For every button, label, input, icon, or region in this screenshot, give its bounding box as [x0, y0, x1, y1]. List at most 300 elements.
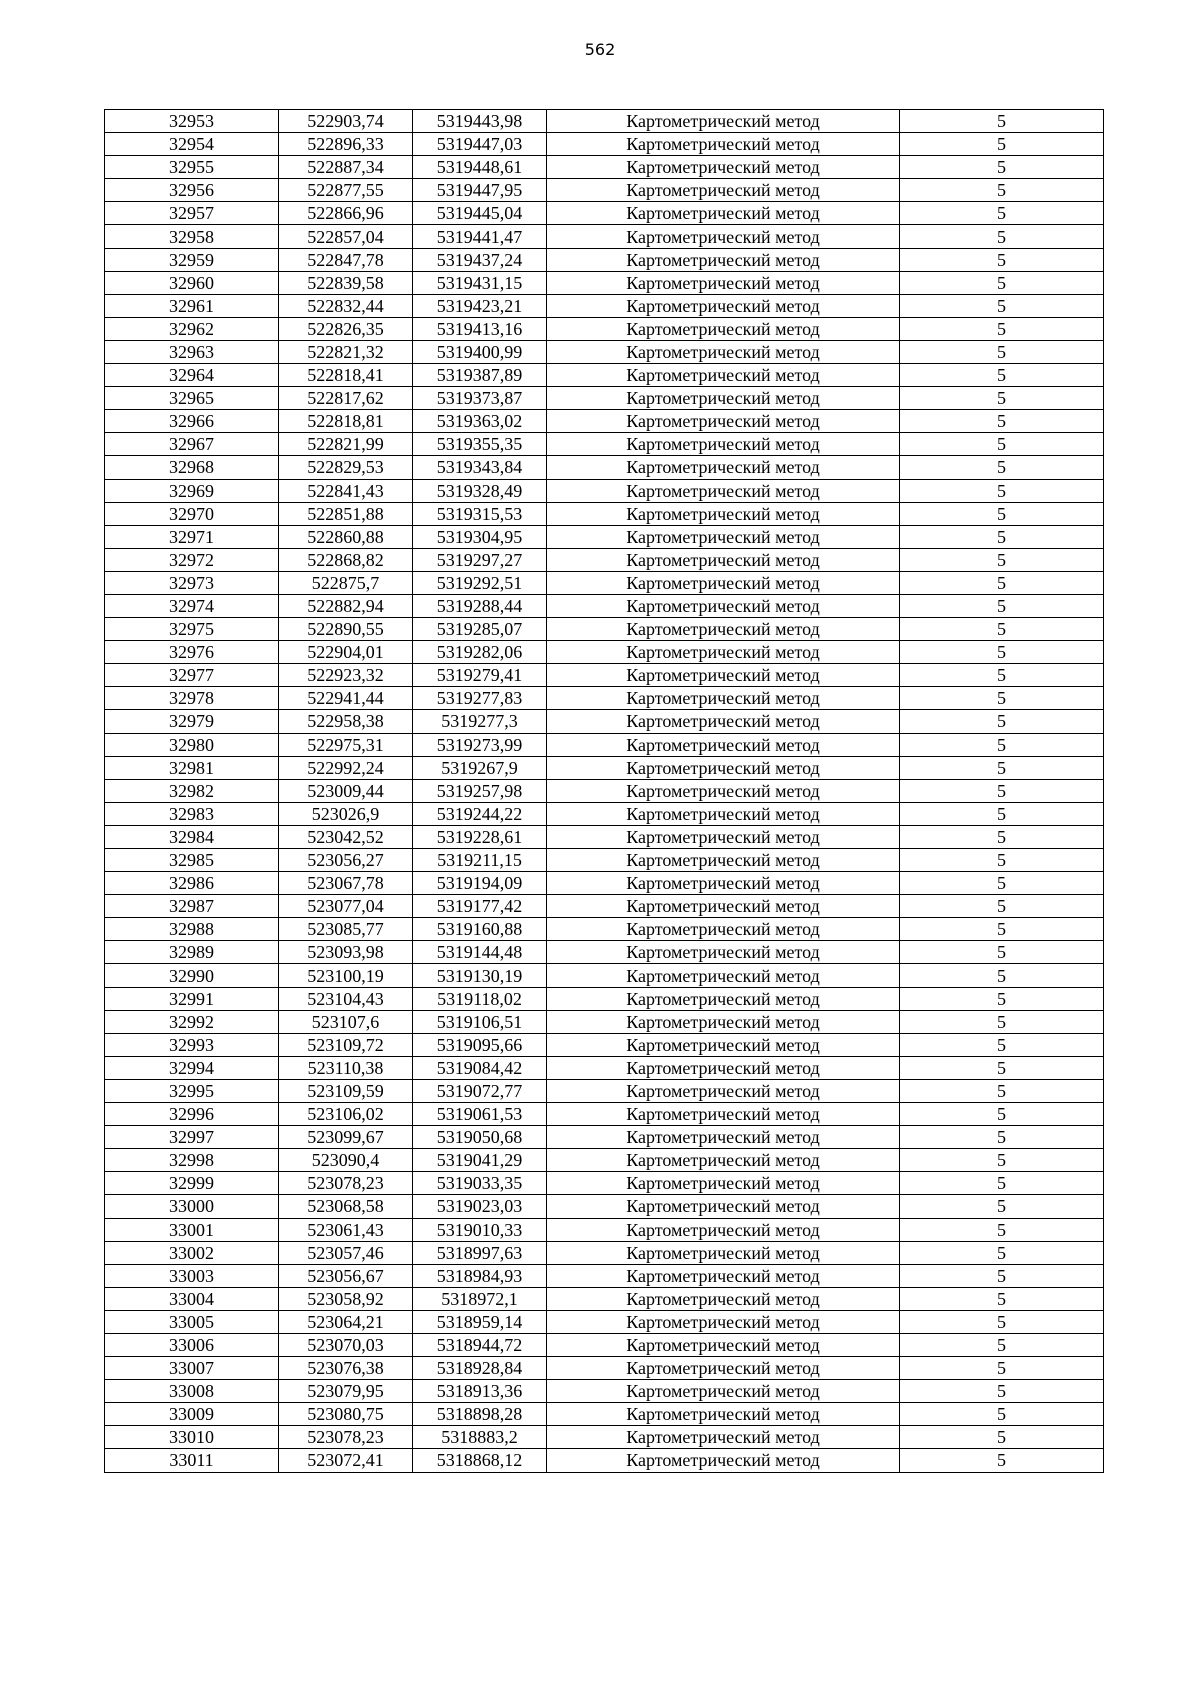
- y-coordinate-cell: 5319279,41: [413, 664, 547, 687]
- x-coordinate-cell: 522896,33: [279, 133, 413, 156]
- accuracy-cell: 5: [900, 710, 1104, 733]
- point-number-cell: 32959: [105, 248, 279, 271]
- method-cell: Картометрический метод: [547, 133, 900, 156]
- x-coordinate-cell: 523070,03: [279, 1333, 413, 1356]
- point-number-cell: 32976: [105, 641, 279, 664]
- point-number-cell: 32977: [105, 664, 279, 687]
- method-cell: Картометрический метод: [547, 779, 900, 802]
- x-coordinate-cell: 522868,82: [279, 548, 413, 571]
- table-row: [105, 1033, 1104, 1056]
- y-coordinate-cell: 5318972,1: [413, 1287, 547, 1310]
- x-coordinate-cell: 523109,59: [279, 1079, 413, 1102]
- method-cell: Картометрический метод: [547, 1172, 900, 1195]
- accuracy-cell: 5: [900, 410, 1104, 433]
- accuracy-cell: 5: [900, 641, 1104, 664]
- table-row: [105, 456, 1104, 479]
- y-coordinate-cell: 5319084,42: [413, 1056, 547, 1079]
- x-coordinate-cell: 522975,31: [279, 733, 413, 756]
- y-coordinate-cell: 5319355,35: [413, 433, 547, 456]
- y-coordinate-cell: 5319244,22: [413, 802, 547, 825]
- table-row: [105, 1218, 1104, 1241]
- table-row: [105, 1241, 1104, 1264]
- method-cell: Картометрический метод: [547, 1310, 900, 1333]
- y-coordinate-cell: 5319400,99: [413, 340, 547, 363]
- x-coordinate-cell: 523109,72: [279, 1033, 413, 1056]
- method-cell: Картометрический метод: [547, 110, 900, 133]
- point-number-cell: 32988: [105, 918, 279, 941]
- method-cell: Картометрический метод: [547, 1333, 900, 1356]
- y-coordinate-cell: 5318959,14: [413, 1310, 547, 1333]
- y-coordinate-cell: 5319277,83: [413, 687, 547, 710]
- table-row: [105, 1403, 1104, 1426]
- x-coordinate-cell: 523085,77: [279, 918, 413, 941]
- y-coordinate-cell: 5319328,49: [413, 479, 547, 502]
- x-coordinate-cell: 523057,46: [279, 1241, 413, 1264]
- accuracy-cell: 5: [900, 1010, 1104, 1033]
- coordinates-table: [104, 109, 1104, 1473]
- table-row: [105, 733, 1104, 756]
- accuracy-cell: 5: [900, 1056, 1104, 1079]
- point-number-cell: 32963: [105, 340, 279, 363]
- x-coordinate-cell: 523026,9: [279, 802, 413, 825]
- accuracy-cell: 5: [900, 1172, 1104, 1195]
- y-coordinate-cell: 5319228,61: [413, 825, 547, 848]
- method-cell: Картометрический метод: [547, 1264, 900, 1287]
- point-number-cell: 32991: [105, 987, 279, 1010]
- x-coordinate-cell: 522839,58: [279, 271, 413, 294]
- x-coordinate-cell: 523056,27: [279, 849, 413, 872]
- y-coordinate-cell: 5319041,29: [413, 1149, 547, 1172]
- x-coordinate-cell: 522875,7: [279, 571, 413, 594]
- point-number-cell: 32967: [105, 433, 279, 456]
- table-row: [105, 317, 1104, 340]
- x-coordinate-cell: 523061,43: [279, 1218, 413, 1241]
- y-coordinate-cell: 5319118,02: [413, 987, 547, 1010]
- table-row: [105, 872, 1104, 895]
- y-coordinate-cell: 5318928,84: [413, 1357, 547, 1380]
- method-cell: Картометрический метод: [547, 1126, 900, 1149]
- point-number-cell: 32989: [105, 941, 279, 964]
- accuracy-cell: 5: [900, 756, 1104, 779]
- method-cell: Картометрический метод: [547, 710, 900, 733]
- accuracy-cell: 5: [900, 1103, 1104, 1126]
- x-coordinate-cell: 523064,21: [279, 1310, 413, 1333]
- point-number-cell: 32999: [105, 1172, 279, 1195]
- y-coordinate-cell: 5319448,61: [413, 156, 547, 179]
- method-cell: Картометрический метод: [547, 1010, 900, 1033]
- method-cell: Картометрический метод: [547, 918, 900, 941]
- accuracy-cell: 5: [900, 387, 1104, 410]
- method-cell: Картометрический метод: [547, 849, 900, 872]
- method-cell: Картометрический метод: [547, 594, 900, 617]
- y-coordinate-cell: 5318913,36: [413, 1380, 547, 1403]
- y-coordinate-cell: 5319194,09: [413, 872, 547, 895]
- x-coordinate-cell: 523079,95: [279, 1380, 413, 1403]
- x-coordinate-cell: 523110,38: [279, 1056, 413, 1079]
- point-number-cell: 32966: [105, 410, 279, 433]
- point-number-cell: 33005: [105, 1310, 279, 1333]
- method-cell: Картометрический метод: [547, 271, 900, 294]
- x-coordinate-cell: 523076,38: [279, 1357, 413, 1380]
- method-cell: Картометрический метод: [547, 179, 900, 202]
- point-number-cell: 32957: [105, 202, 279, 225]
- table-row: [105, 433, 1104, 456]
- y-coordinate-cell: 5319447,95: [413, 179, 547, 202]
- y-coordinate-cell: 5319257,98: [413, 779, 547, 802]
- x-coordinate-cell: 523078,23: [279, 1172, 413, 1195]
- method-cell: Картометрический метод: [547, 1357, 900, 1380]
- table-row: [105, 1195, 1104, 1218]
- table-row: [105, 1149, 1104, 1172]
- accuracy-cell: 5: [900, 802, 1104, 825]
- x-coordinate-cell: 522887,34: [279, 156, 413, 179]
- x-coordinate-cell: 522877,55: [279, 179, 413, 202]
- table-row: [105, 618, 1104, 641]
- y-coordinate-cell: 5319447,03: [413, 133, 547, 156]
- accuracy-cell: 5: [900, 664, 1104, 687]
- table-row: [105, 1333, 1104, 1356]
- table-row: [105, 202, 1104, 225]
- table-row: [105, 410, 1104, 433]
- table-row: [105, 1056, 1104, 1079]
- point-number-cell: 32998: [105, 1149, 279, 1172]
- accuracy-cell: 5: [900, 156, 1104, 179]
- y-coordinate-cell: 5318997,63: [413, 1241, 547, 1264]
- point-number-cell: 32996: [105, 1103, 279, 1126]
- accuracy-cell: 5: [900, 1310, 1104, 1333]
- y-coordinate-cell: 5319033,35: [413, 1172, 547, 1195]
- point-number-cell: 32973: [105, 571, 279, 594]
- accuracy-cell: 5: [900, 502, 1104, 525]
- accuracy-cell: 5: [900, 1426, 1104, 1449]
- accuracy-cell: 5: [900, 364, 1104, 387]
- accuracy-cell: 5: [900, 1033, 1104, 1056]
- x-coordinate-cell: 522890,55: [279, 618, 413, 641]
- x-coordinate-cell: 523077,04: [279, 895, 413, 918]
- method-cell: Картометрический метод: [547, 294, 900, 317]
- accuracy-cell: 5: [900, 294, 1104, 317]
- x-coordinate-cell: 522829,53: [279, 456, 413, 479]
- table-row: [105, 1287, 1104, 1310]
- method-cell: Картометрический метод: [547, 456, 900, 479]
- accuracy-cell: 5: [900, 1449, 1104, 1472]
- x-coordinate-cell: 522958,38: [279, 710, 413, 733]
- table-row: [105, 1126, 1104, 1149]
- method-cell: Картометрический метод: [547, 548, 900, 571]
- x-coordinate-cell: 522923,32: [279, 664, 413, 687]
- method-cell: Картометрический метод: [547, 987, 900, 1010]
- x-coordinate-cell: 522851,88: [279, 502, 413, 525]
- x-coordinate-cell: 522992,24: [279, 756, 413, 779]
- accuracy-cell: 5: [900, 895, 1104, 918]
- accuracy-cell: 5: [900, 1380, 1104, 1403]
- y-coordinate-cell: 5319441,47: [413, 225, 547, 248]
- y-coordinate-cell: 5318984,93: [413, 1264, 547, 1287]
- x-coordinate-cell: 523107,6: [279, 1010, 413, 1033]
- table-row: [105, 641, 1104, 664]
- table-row: [105, 179, 1104, 202]
- x-coordinate-cell: 523072,41: [279, 1449, 413, 1472]
- accuracy-cell: 5: [900, 987, 1104, 1010]
- point-number-cell: 32983: [105, 802, 279, 825]
- method-cell: Картометрический метод: [547, 410, 900, 433]
- point-number-cell: 32954: [105, 133, 279, 156]
- method-cell: Картометрический метод: [547, 571, 900, 594]
- table-row: [105, 340, 1104, 363]
- point-number-cell: 32986: [105, 872, 279, 895]
- method-cell: Картометрический метод: [547, 1241, 900, 1264]
- table-row: [105, 687, 1104, 710]
- method-cell: Картометрический метод: [547, 1403, 900, 1426]
- method-cell: Картометрический метод: [547, 941, 900, 964]
- table-row: [105, 1357, 1104, 1380]
- table-row: [105, 1380, 1104, 1403]
- point-number-cell: 33000: [105, 1195, 279, 1218]
- method-cell: Картометрический метод: [547, 525, 900, 548]
- table-row: [105, 502, 1104, 525]
- y-coordinate-cell: 5319443,98: [413, 110, 547, 133]
- point-number-cell: 32956: [105, 179, 279, 202]
- y-coordinate-cell: 5319373,87: [413, 387, 547, 410]
- point-number-cell: 32974: [105, 594, 279, 617]
- point-number-cell: 32962: [105, 317, 279, 340]
- point-number-cell: 32993: [105, 1033, 279, 1056]
- y-coordinate-cell: 5319160,88: [413, 918, 547, 941]
- accuracy-cell: 5: [900, 1241, 1104, 1264]
- table-row: [105, 710, 1104, 733]
- table-row: [105, 156, 1104, 179]
- point-number-cell: 32992: [105, 1010, 279, 1033]
- point-number-cell: 32995: [105, 1079, 279, 1102]
- point-number-cell: 32985: [105, 849, 279, 872]
- method-cell: Картометрический метод: [547, 872, 900, 895]
- method-cell: Картометрический метод: [547, 340, 900, 363]
- x-coordinate-cell: 523100,19: [279, 964, 413, 987]
- method-cell: Картометрический метод: [547, 364, 900, 387]
- accuracy-cell: 5: [900, 825, 1104, 848]
- accuracy-cell: 5: [900, 133, 1104, 156]
- y-coordinate-cell: 5319445,04: [413, 202, 547, 225]
- point-number-cell: 33004: [105, 1287, 279, 1310]
- accuracy-cell: 5: [900, 594, 1104, 617]
- method-cell: Картометрический метод: [547, 1056, 900, 1079]
- y-coordinate-cell: 5319343,84: [413, 456, 547, 479]
- y-coordinate-cell: 5319061,53: [413, 1103, 547, 1126]
- accuracy-cell: 5: [900, 479, 1104, 502]
- table-row: [105, 1426, 1104, 1449]
- method-cell: Картометрический метод: [547, 1287, 900, 1310]
- table-row: [105, 895, 1104, 918]
- accuracy-cell: 5: [900, 872, 1104, 895]
- accuracy-cell: 5: [900, 1126, 1104, 1149]
- accuracy-cell: 5: [900, 548, 1104, 571]
- accuracy-cell: 5: [900, 918, 1104, 941]
- method-cell: Картометрический метод: [547, 248, 900, 271]
- accuracy-cell: 5: [900, 1149, 1104, 1172]
- y-coordinate-cell: 5319387,89: [413, 364, 547, 387]
- method-cell: Картометрический метод: [547, 1195, 900, 1218]
- accuracy-cell: 5: [900, 456, 1104, 479]
- method-cell: Картометрический метод: [547, 618, 900, 641]
- method-cell: Картометрический метод: [547, 964, 900, 987]
- method-cell: Картометрический метод: [547, 687, 900, 710]
- point-number-cell: 32978: [105, 687, 279, 710]
- y-coordinate-cell: 5319023,03: [413, 1195, 547, 1218]
- accuracy-cell: 5: [900, 571, 1104, 594]
- accuracy-cell: 5: [900, 1357, 1104, 1380]
- x-coordinate-cell: 523093,98: [279, 941, 413, 964]
- x-coordinate-cell: 523068,58: [279, 1195, 413, 1218]
- method-cell: Картометрический метод: [547, 1149, 900, 1172]
- method-cell: Картометрический метод: [547, 825, 900, 848]
- x-coordinate-cell: 523009,44: [279, 779, 413, 802]
- y-coordinate-cell: 5319304,95: [413, 525, 547, 548]
- x-coordinate-cell: 522841,43: [279, 479, 413, 502]
- x-coordinate-cell: 523106,02: [279, 1103, 413, 1126]
- method-cell: Картометрический метод: [547, 387, 900, 410]
- method-cell: Картометрический метод: [547, 802, 900, 825]
- method-cell: Картометрический метод: [547, 733, 900, 756]
- y-coordinate-cell: 5319050,68: [413, 1126, 547, 1149]
- y-coordinate-cell: 5319277,3: [413, 710, 547, 733]
- accuracy-cell: 5: [900, 1287, 1104, 1310]
- accuracy-cell: 5: [900, 687, 1104, 710]
- accuracy-cell: 5: [900, 733, 1104, 756]
- y-coordinate-cell: 5319292,51: [413, 571, 547, 594]
- method-cell: Картометрический метод: [547, 225, 900, 248]
- y-coordinate-cell: 5319273,99: [413, 733, 547, 756]
- y-coordinate-cell: 5319413,16: [413, 317, 547, 340]
- x-coordinate-cell: 523067,78: [279, 872, 413, 895]
- point-number-cell: 32994: [105, 1056, 279, 1079]
- table-row: [105, 294, 1104, 317]
- x-coordinate-cell: 522903,74: [279, 110, 413, 133]
- method-cell: Картометрический метод: [547, 502, 900, 525]
- x-coordinate-cell: 523056,67: [279, 1264, 413, 1287]
- point-number-cell: 33009: [105, 1403, 279, 1426]
- point-number-cell: 33007: [105, 1357, 279, 1380]
- y-coordinate-cell: 5319106,51: [413, 1010, 547, 1033]
- method-cell: Картометрический метод: [547, 1218, 900, 1241]
- table-row: [105, 594, 1104, 617]
- x-coordinate-cell: 523099,67: [279, 1126, 413, 1149]
- point-number-cell: 33002: [105, 1241, 279, 1264]
- x-coordinate-cell: 522860,88: [279, 525, 413, 548]
- x-coordinate-cell: 522821,99: [279, 433, 413, 456]
- table-row: [105, 271, 1104, 294]
- method-cell: Картометрический метод: [547, 156, 900, 179]
- point-number-cell: 32987: [105, 895, 279, 918]
- point-number-cell: 32964: [105, 364, 279, 387]
- y-coordinate-cell: 5319177,42: [413, 895, 547, 918]
- page-number: 562: [584, 40, 616, 59]
- x-coordinate-cell: 523042,52: [279, 825, 413, 848]
- x-coordinate-cell: 523058,92: [279, 1287, 413, 1310]
- x-coordinate-cell: 522904,01: [279, 641, 413, 664]
- point-number-cell: 32975: [105, 618, 279, 641]
- y-coordinate-cell: 5318883,2: [413, 1426, 547, 1449]
- point-number-cell: 32997: [105, 1126, 279, 1149]
- accuracy-cell: 5: [900, 1403, 1104, 1426]
- point-number-cell: 32971: [105, 525, 279, 548]
- accuracy-cell: 5: [900, 1218, 1104, 1241]
- x-coordinate-cell: 522818,81: [279, 410, 413, 433]
- method-cell: Картометрический метод: [547, 317, 900, 340]
- method-cell: Картометрический метод: [547, 1033, 900, 1056]
- method-cell: Картометрический метод: [547, 1449, 900, 1472]
- point-number-cell: 32968: [105, 456, 279, 479]
- table-row: [105, 133, 1104, 156]
- accuracy-cell: 5: [900, 941, 1104, 964]
- table-row: [105, 1310, 1104, 1333]
- x-coordinate-cell: 522857,04: [279, 225, 413, 248]
- table-body: [105, 110, 1104, 1473]
- table-row: [105, 225, 1104, 248]
- point-number-cell: 32955: [105, 156, 279, 179]
- y-coordinate-cell: 5319211,15: [413, 849, 547, 872]
- point-number-cell: 32982: [105, 779, 279, 802]
- accuracy-cell: 5: [900, 964, 1104, 987]
- point-number-cell: 32984: [105, 825, 279, 848]
- table-row: [105, 110, 1104, 133]
- accuracy-cell: 5: [900, 110, 1104, 133]
- point-number-cell: 32961: [105, 294, 279, 317]
- x-coordinate-cell: 523078,23: [279, 1426, 413, 1449]
- accuracy-cell: 5: [900, 340, 1104, 363]
- point-number-cell: 33008: [105, 1380, 279, 1403]
- x-coordinate-cell: 522847,78: [279, 248, 413, 271]
- method-cell: Картометрический метод: [547, 479, 900, 502]
- method-cell: Картометрический метод: [547, 1380, 900, 1403]
- table-row: [105, 1079, 1104, 1102]
- x-coordinate-cell: 522826,35: [279, 317, 413, 340]
- accuracy-cell: 5: [900, 248, 1104, 271]
- table-row: [105, 825, 1104, 848]
- method-cell: Картометрический метод: [547, 1079, 900, 1102]
- table-row: [105, 479, 1104, 502]
- table-row: [105, 571, 1104, 594]
- point-number-cell: 32953: [105, 110, 279, 133]
- table-row: [105, 664, 1104, 687]
- y-coordinate-cell: 5319297,27: [413, 548, 547, 571]
- point-number-cell: 33010: [105, 1426, 279, 1449]
- table-row: [105, 941, 1104, 964]
- y-coordinate-cell: 5319288,44: [413, 594, 547, 617]
- point-number-cell: 32981: [105, 756, 279, 779]
- table-row: [105, 779, 1104, 802]
- table-row: [105, 248, 1104, 271]
- x-coordinate-cell: 523080,75: [279, 1403, 413, 1426]
- y-coordinate-cell: 5319130,19: [413, 964, 547, 987]
- point-number-cell: 32958: [105, 225, 279, 248]
- method-cell: Картометрический метод: [547, 756, 900, 779]
- method-cell: Картометрический метод: [547, 664, 900, 687]
- point-number-cell: 32980: [105, 733, 279, 756]
- x-coordinate-cell: 522866,96: [279, 202, 413, 225]
- point-number-cell: 33006: [105, 1333, 279, 1356]
- accuracy-cell: 5: [900, 317, 1104, 340]
- point-number-cell: 32970: [105, 502, 279, 525]
- y-coordinate-cell: 5318868,12: [413, 1449, 547, 1472]
- point-number-cell: 33001: [105, 1218, 279, 1241]
- table-row: [105, 802, 1104, 825]
- x-coordinate-cell: 522941,44: [279, 687, 413, 710]
- x-coordinate-cell: 522882,94: [279, 594, 413, 617]
- table-row: [105, 1264, 1104, 1287]
- table-row: [105, 964, 1104, 987]
- y-coordinate-cell: 5319437,24: [413, 248, 547, 271]
- x-coordinate-cell: 522817,62: [279, 387, 413, 410]
